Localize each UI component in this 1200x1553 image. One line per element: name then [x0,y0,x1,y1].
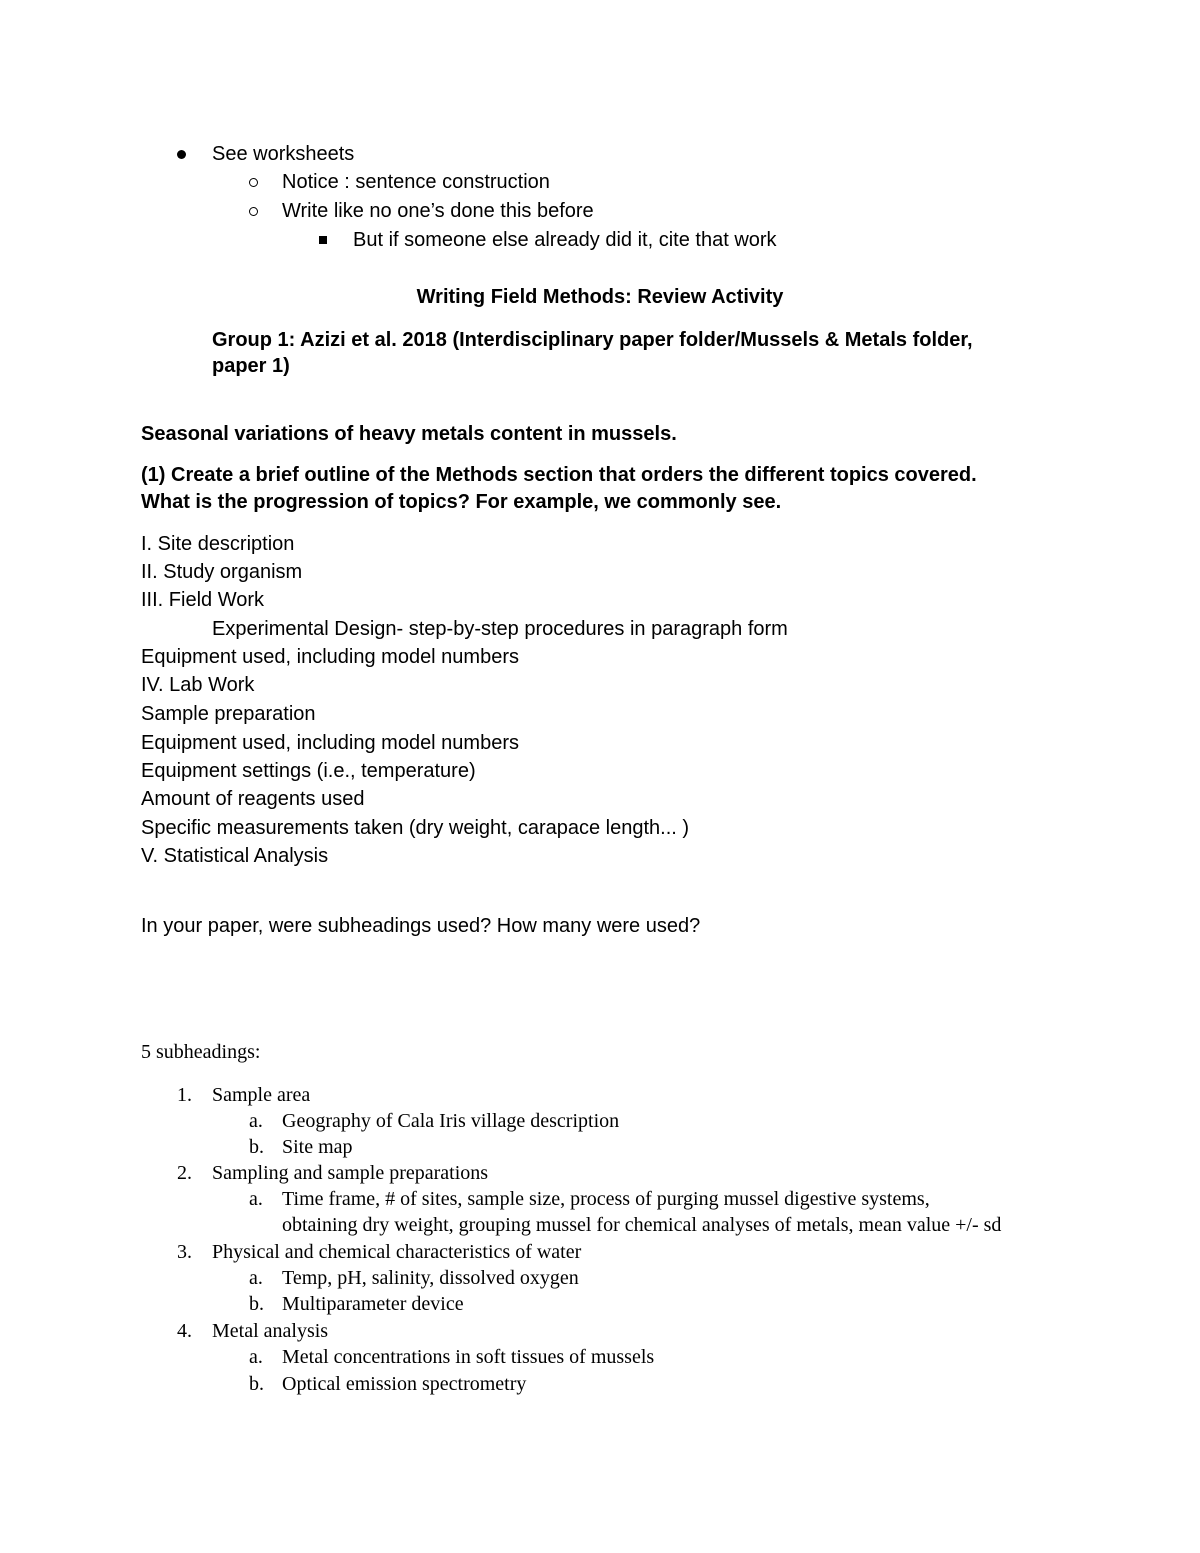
answer-subitem: Temp, pH, salinity, dissolved oxygen [282,1267,579,1289]
outline-item: Specific measurements taken (dry weight, carapace length... ) [141,817,690,839]
list-number: 4. [177,1320,192,1342]
list-letter: a. [249,1188,263,1210]
list-number: 3. [177,1241,192,1263]
bullet-circle-icon [249,178,258,187]
outline-item: Equipment settings (i.e., temperature) [141,760,476,782]
page-title: Writing Field Methods: Review Activity [416,286,784,308]
question-2: In your paper, were subheadings used? How many were used? [141,915,701,937]
answer-subitem: Site map [282,1136,353,1158]
outline-item: Equipment used, including model numbers [141,646,519,668]
answer-item-sampling: Sampling and sample preparations [212,1162,489,1184]
question-1-line1: (1) Create a brief outline of the Methods section that orders the different topics covered. [141,464,977,486]
sub-bullet-notice: Notice : sentence construction [282,171,550,193]
answer-subitem: Time frame, # of sites, sample size, process of purging mussel digestive systems, [282,1188,930,1210]
list-letter: b. [249,1373,264,1395]
bullet-disc-icon [177,150,186,159]
list-number: 1. [177,1084,192,1106]
outline-item: IV. Lab Work [141,674,255,696]
answer-item-metal-analysis: Metal analysis [212,1320,329,1342]
sub-sub-bullet-cite: But if someone else already did it, cite that work [353,229,777,251]
outline-item: Equipment used, including model numbers [141,732,519,754]
list-letter: a. [249,1346,263,1368]
answer-subitem: Multiparameter device [282,1293,464,1315]
list-letter: a. [249,1110,263,1132]
outline-item: II. Study organism [141,561,303,583]
answer-subitem: Geography of Cala Iris village description [282,1110,620,1132]
answer-item-water: Physical and chemical characteristics of water [212,1241,582,1263]
outline-item: V. Statistical Analysis [141,845,329,867]
outline-item: Experimental Design- step-by-step procedures in paragraph form [212,618,788,640]
list-letter: b. [249,1136,264,1158]
list-letter: b. [249,1293,264,1315]
answer-subitem: Metal concentrations in soft tissues of mussels [282,1346,655,1368]
outline-item: I. Site description [141,533,295,555]
group-heading-line2: paper 1) [212,355,290,377]
list-letter: a. [249,1267,263,1289]
answer-item-sample-area: Sample area [212,1084,311,1106]
bullet-circle-icon [249,207,258,216]
group-heading-line1: Group 1: Azizi et al. 2018 (Interdisciplinary paper folder/Mussels & Metals folder, [212,329,973,351]
bullet-square-icon [319,236,327,244]
question-1-line2: What is the progression of topics? For example, we commonly see. [141,491,782,513]
answer-subitem: Optical emission spectrometry [282,1373,527,1395]
bullet-see-worksheets: See worksheets [212,143,355,165]
outline-item: Sample preparation [141,703,316,725]
sub-bullet-write: Write like no one’s done this before [282,200,594,222]
answer-subitem-continuation: obtaining dry weight, grouping mussel for chemical analyses of metals, mean value +/- sd [282,1214,1002,1236]
paper-title: Seasonal variations of heavy metals content in mussels. [141,423,677,445]
outline-item: III. Field Work [141,589,264,611]
answer-intro: 5 subheadings: [141,1041,261,1063]
list-number: 2. [177,1162,192,1184]
outline-item: Amount of reagents used [141,788,365,810]
